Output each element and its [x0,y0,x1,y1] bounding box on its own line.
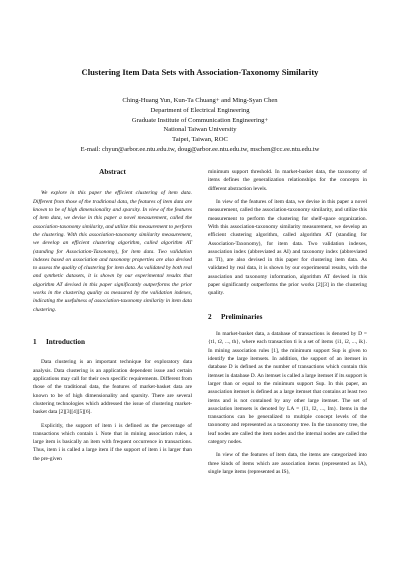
abstract-text: We explore in this paper the efficient clustering of item data. Different from those of the traditional data, the features of item data are known to be of high dimensionality and sparsity. In view of the features of item data, we devise in this paper a novel measurement, called the association-taxonomy similarity, and utilize this measurement to perform the clustering. With this association-taxonomy similarity measurement, we develop an efficient clustering algorithm, called algorithm AT (standing for Association-Taxonomy), for item data. Two validation indexes based on association and taxonomy properties are also devised to assess the quality of clustering for item data. As validated by both real and synthetic datasets, it is shown by our experimental results that algorithm AT devised in this paper significantly outperforms the prior works in the clustering quality as measured by the validation indexes, indicating the usefulness of association-taxonomy similarity in item data clustering. [33,190,192,313]
section-number: 2 [208,312,212,321]
author-names: Ching-Huang Yun, Kun-Ta Chuang+ and Ming-Syan Chen [122,97,278,104]
author-department: Department of Electrical Engineering [150,106,250,114]
right-column [208,168,367,481]
intro-paragraph: Explicitly, the support of item i is defined as the percentage of transactions which contain i. Note that in mining association rules, a large item is basically an item with frequent occurrence in transactions. Thus, item i is called a large item if the support of item i is larger than the pre-given [33,422,192,462]
intro-paragraph: In view of the features of item data, we devise in this paper a novel measurement, called the association-taxonomy similarity, and utilize this measurement to perform the clustering for shelf-space organization. With this association-taxonomy similarity measurement, we develop an efficient clustering algorithm, called algorithm AT (standing for Association-Taxonomy), for item data. Two validation indexes, association index (abbreviated as AI) and taxonomy index (abbreviated as TI), are also devised in this paper for clustering item data. As validated by real data, it is shown by our experimental results, with the association and taxonomy information, algorithm AT devised in this paper significantly outperforms the prior works [2][3] in the clustering quality. [208,198,367,297]
left-column [33,168,192,468]
author-email: E-mail: chyun@arbor.ee.ntu.edu.tw, doug@arbor.ee.ntu.edu.tw, mschen@cc.ee.ntu.edu.tw [80,145,320,153]
prelim-paragraph: In view of the features of item data, the items are categorized into three kinds of items which are association items (represented as IA), single large items (represented as IS), [208,452,367,475]
section-heading-introduction [33,338,192,346]
section-title: Preliminaries [221,312,263,321]
author-city: Taipei, Taiwan, ROC [172,136,228,144]
abstract-heading: Abstract [99,168,126,176]
intro-paragraph: Data clustering is an important technique for exploratory data analysis. Data clustering is an application dependent issue and certain applications may call for their own specific requirements. Different from those of the traditional data, the features of market-basket data are known to be of high dimensionality and sparsity. There are several clustering technologies which addressed the issue of clustering market-basket data [2][3][4][5][6]. [33,359,192,416]
author-institute: Graduate Institute of Communication Engineering+ [131,116,269,124]
prelim-paragraph: In market-basket data, a database of transactions is denoted by D = {t1, t2, ..., th}, where each transaction ti is a set of items {i1, i2, ..., ik}. In mining association rules [1], the minimum support Sup is given to identify the large itemsets. In addition, the support of an itemset in database D is defined as the number of transactions which contain this itemset in database D. An itemset is called a large itemset if its support is larger than or equal to the minimum support Sup. In this paper, an association itemset is defined as a large itemset that contains at least two items and is not contained by any other large itemset. The set of association itemsets is denoted by LA = {I1, I2, ..., Im}. Items in the transactions can be generalized to multiple concept levels of the taxonomy and represented as a taxonomy tree. In the taxonomy tree, the leaf nodes are called the item nodes and the internal nodes are called the category nodes. [208,331,367,446]
section-title: Introduction [46,338,86,346]
section-heading-preliminaries [208,313,367,321]
author-block [0,96,400,155]
intro-continuation: minimum support threshold. In market-basket data, the taxonomy of items defines the generalization relationships for the concepts in different abstraction levels. [208,169,367,192]
paper-title: Clustering Item Data Sets with Association-Taxonomy Similarity [81,67,319,77]
section-number: 1 [33,338,37,346]
author-university: National Taiwan University [163,126,237,134]
